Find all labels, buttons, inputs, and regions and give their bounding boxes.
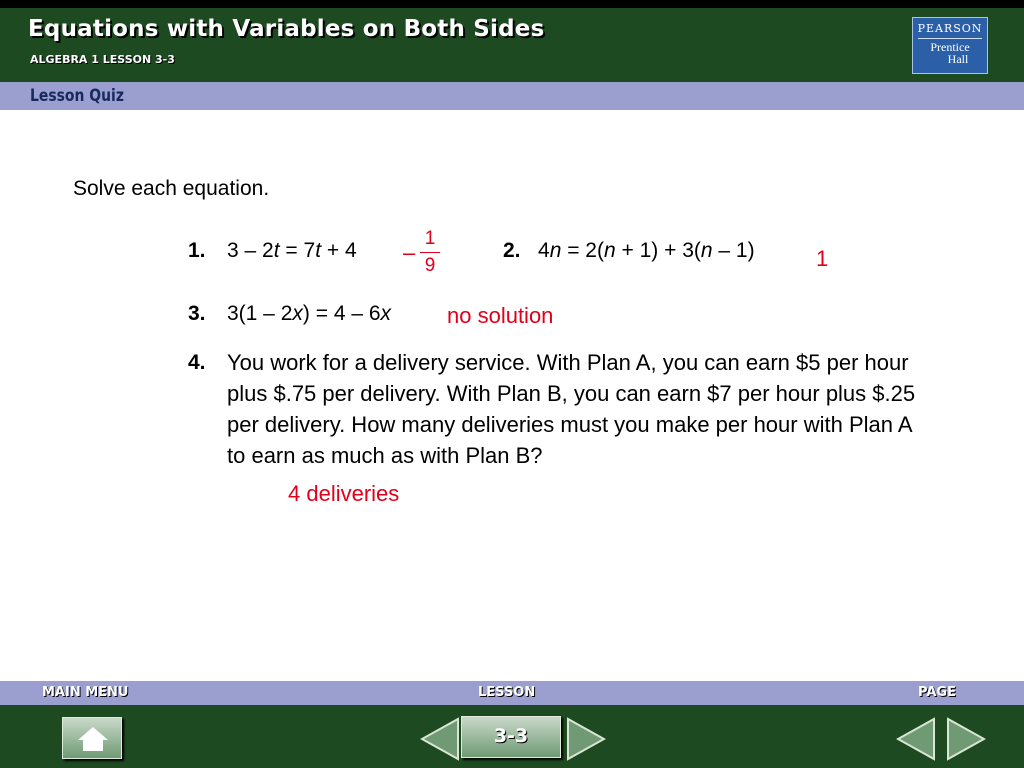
lesson-button[interactable] xyxy=(461,716,561,758)
page-label: PAGE xyxy=(918,685,956,700)
q4-text: You work for a delivery service. With Plan A, you can earn $5 per hour plus $.75 per delivery. With Plan B, you can earn $7 per hour plus $.25 per delivery. How many deliveries must you make per hour with Plan A to earn as much as with Plan B? xyxy=(227,350,916,468)
q2-number-label: 2. xyxy=(503,239,521,262)
q3-answer: no solution xyxy=(447,303,554,328)
logo-line1: Prentice xyxy=(930,40,970,54)
top-strip xyxy=(0,0,1024,8)
q3-equation: 3(1 – 2x) = 4 – 6x xyxy=(227,302,392,325)
q4-answer: 4 deliveries xyxy=(288,481,400,506)
footer-nav xyxy=(0,705,1024,768)
page-prev-icon[interactable] xyxy=(896,717,936,761)
footer-band xyxy=(0,681,1024,705)
q2-number xyxy=(503,239,521,263)
header-bar xyxy=(0,8,1024,82)
lesson-next-icon[interactable] xyxy=(566,717,606,761)
page-next-icon[interactable] xyxy=(946,717,986,761)
q4-number-label: 4. xyxy=(188,351,206,374)
q2-equation: 4n = 2(n + 1) + 3(n – 1) xyxy=(538,239,755,262)
q1-equation: 3 – 2t = 7t + 4 xyxy=(227,239,357,262)
quiz-content xyxy=(0,110,1024,680)
q1-answer-sign: – xyxy=(403,240,416,265)
q3-number-label: 3. xyxy=(188,302,206,325)
home-icon xyxy=(77,726,109,752)
main-menu-label: MAIN MENU xyxy=(42,685,129,700)
main-menu-button[interactable] xyxy=(62,717,122,759)
section-label: Lesson Quiz xyxy=(30,86,124,106)
q2-answer: 1 xyxy=(816,246,829,271)
instruction-text: Solve each equation. xyxy=(73,177,270,200)
q1-answer-numerator: 1 xyxy=(424,228,436,249)
logo-line2: Hall xyxy=(947,52,969,66)
q1-number xyxy=(188,239,206,263)
page-title: Equations with Variables on Both Sides xyxy=(28,16,545,42)
q1-number-label: 1. xyxy=(188,239,206,262)
q1-answer-denominator: 9 xyxy=(424,255,436,276)
q1-answer-fraction xyxy=(420,228,440,277)
q4-number xyxy=(188,351,206,375)
section-band xyxy=(0,82,1024,110)
lesson-code: 3-3 xyxy=(493,725,529,747)
q3-number xyxy=(188,302,206,326)
pearson-logo xyxy=(912,17,988,74)
fraction-bar xyxy=(420,252,440,253)
lesson-prev-icon[interactable] xyxy=(420,717,460,761)
logo-rule xyxy=(918,38,982,39)
lesson-subtitle: ALGEBRA 1 LESSON 3-3 xyxy=(30,53,175,66)
logo-brand: PEARSON xyxy=(917,22,983,35)
lesson-label: LESSON xyxy=(478,685,536,700)
